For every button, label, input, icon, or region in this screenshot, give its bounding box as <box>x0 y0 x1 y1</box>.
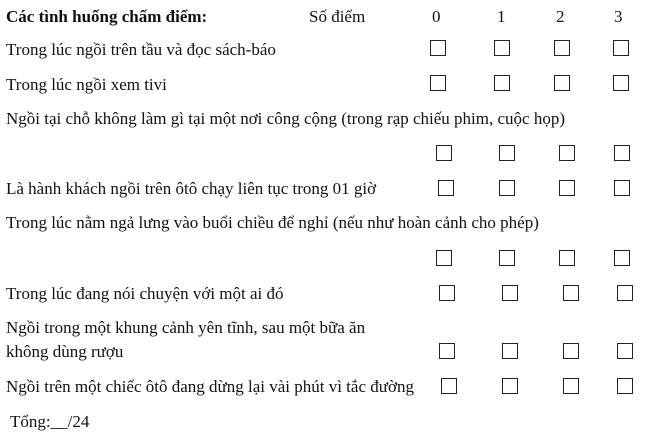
score-checkbox-2[interactable] <box>563 343 579 359</box>
score-checkbox-2[interactable] <box>559 250 575 266</box>
situation-text: Là hành khách ngồi trên ôtô chạy liên tục trong 01 giờ <box>6 179 377 198</box>
score-checkbox-3[interactable] <box>613 40 629 56</box>
score-checkbox-3[interactable] <box>617 285 633 301</box>
score-header-2: 2 <box>556 7 565 26</box>
score-checkbox-1[interactable] <box>502 378 518 394</box>
score-checkbox-0[interactable] <box>436 250 452 266</box>
score-checkbox-3[interactable] <box>617 343 633 359</box>
score-checkbox-1[interactable] <box>494 75 510 91</box>
score-header-1: 1 <box>497 7 506 26</box>
situation-text: Ngồi tại chỗ không làm gì tại một nơi công cộng (trong rạp chiếu phim, cuộc họp) <box>6 109 566 128</box>
score-checkbox-0[interactable] <box>439 285 455 301</box>
score-checkbox-3[interactable] <box>617 378 633 394</box>
situation-text-continued: không dùng rượu <box>6 342 124 361</box>
score-checkbox-0[interactable] <box>439 343 455 359</box>
score-checkbox-1[interactable] <box>499 180 515 196</box>
score-checkbox-2[interactable] <box>559 145 575 161</box>
situation-text: Trong lúc nằm ngả lưng vào buổi chiều để nghỉ (nếu như hoàn cảnh cho phép) <box>6 213 539 232</box>
score-checkbox-0[interactable] <box>436 145 452 161</box>
situation-text: Trong lúc đang nói chuyện với một ai đó <box>6 284 284 303</box>
score-checkbox-2[interactable] <box>554 40 570 56</box>
situation-text: Trong lúc ngồi xem tivi <box>6 75 167 94</box>
score-checkbox-2[interactable] <box>563 378 579 394</box>
score-checkbox-0[interactable] <box>430 40 446 56</box>
score-label: Số điểm <box>309 7 366 26</box>
score-header-3: 3 <box>614 7 623 26</box>
situation-text: Ngồi trong một khung cảnh yên tĩnh, sau một bữa ăn <box>6 318 366 337</box>
score-checkbox-3[interactable] <box>613 75 629 91</box>
score-checkbox-1[interactable] <box>502 343 518 359</box>
score-checkbox-0[interactable] <box>441 378 457 394</box>
score-header-0: 0 <box>432 7 441 26</box>
score-checkbox-1[interactable] <box>494 40 510 56</box>
score-checkbox-0[interactable] <box>430 75 446 91</box>
total-score: Tổng:__/24 <box>10 412 90 431</box>
score-checkbox-3[interactable] <box>614 145 630 161</box>
situation-text: Trong lúc ngồi trên tầu và đọc sách-báo <box>6 40 276 59</box>
score-checkbox-3[interactable] <box>614 250 630 266</box>
score-checkbox-0[interactable] <box>438 180 454 196</box>
score-checkbox-1[interactable] <box>499 145 515 161</box>
score-checkbox-2[interactable] <box>559 180 575 196</box>
score-checkbox-3[interactable] <box>614 180 630 196</box>
score-checkbox-2[interactable] <box>554 75 570 91</box>
score-checkbox-1[interactable] <box>502 285 518 301</box>
situation-text: Ngồi trên một chiếc ôtô đang dừng lại vài phút vì tắc đường <box>6 377 414 396</box>
score-checkbox-2[interactable] <box>563 285 579 301</box>
form-title: Các tình huống chấm điểm: <box>6 7 208 26</box>
score-checkbox-1[interactable] <box>499 250 515 266</box>
